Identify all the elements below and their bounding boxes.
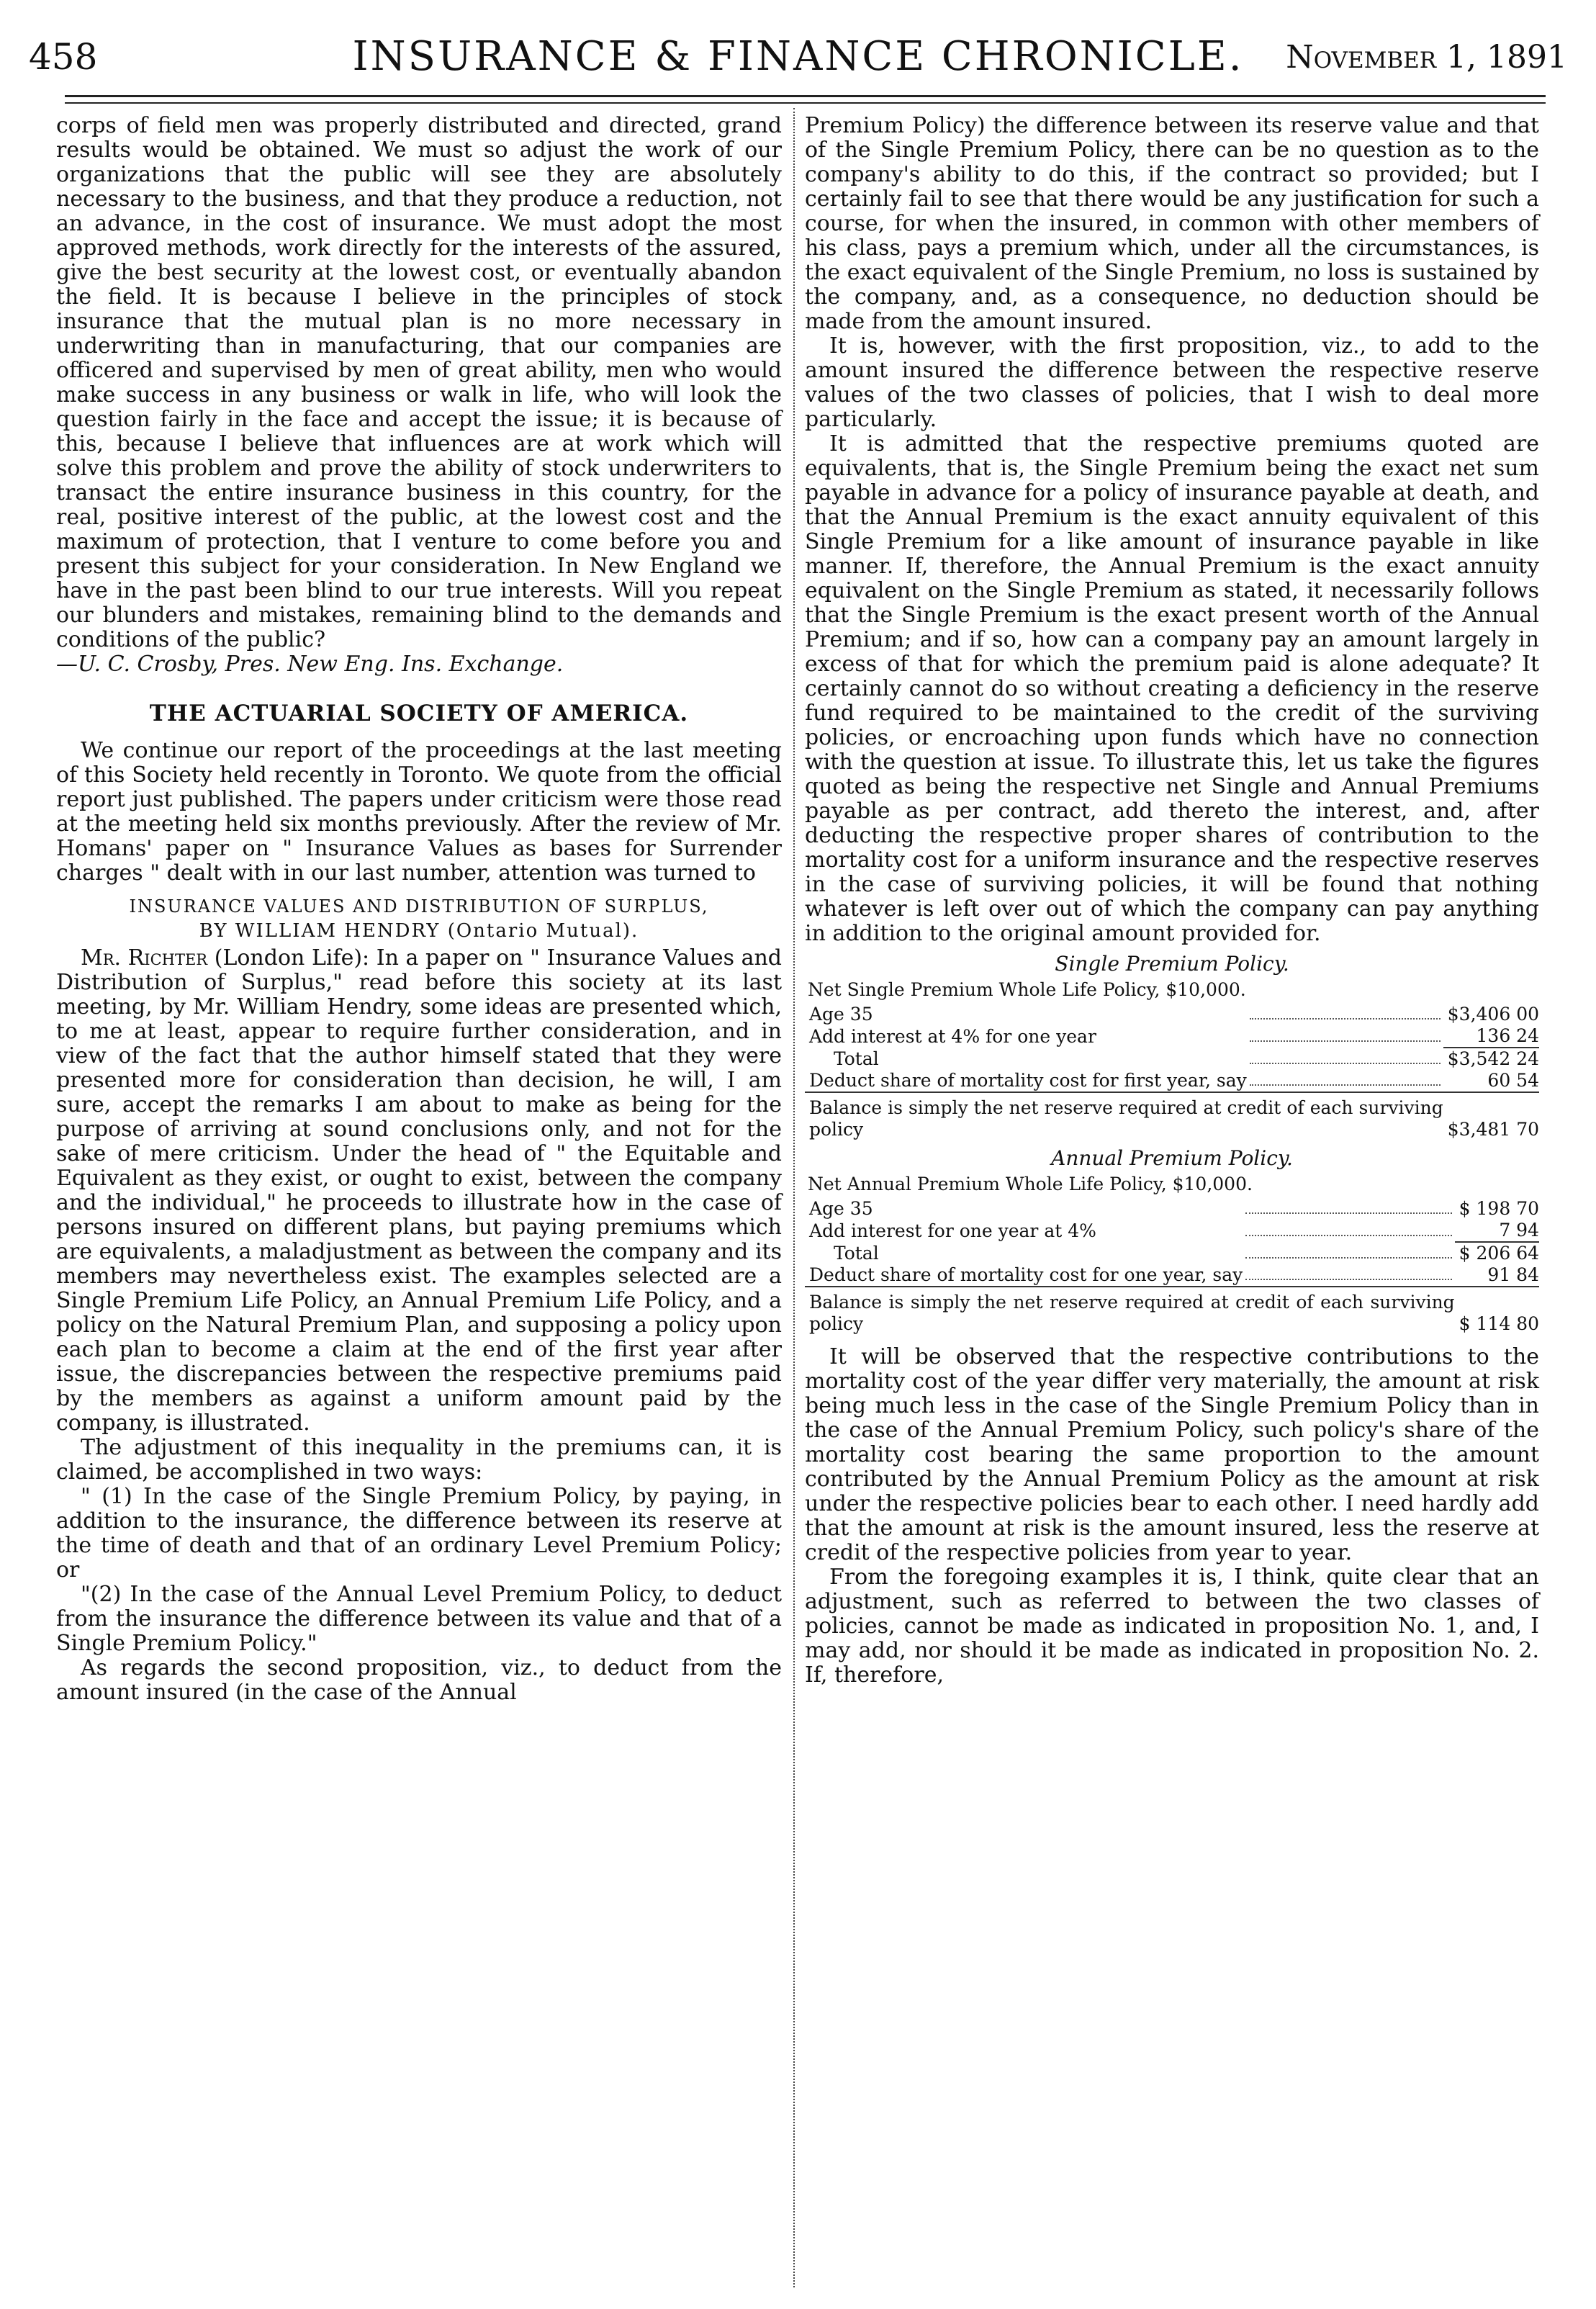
section-title: THE ACTUARIAL SOCIETY OF AMERICA. xyxy=(149,701,689,726)
article-signature: —U. C. Crosby, Pres. New Eng. Ins. Exchange. xyxy=(56,652,564,677)
left-column xyxy=(56,114,782,1705)
table-row: Balance is simply the net reserve required at credit of each surviving policy $ 114 80 xyxy=(805,1287,1539,1335)
masthead-title: INSURANCE & FINANCE CHRONICLE. xyxy=(352,33,1244,80)
paragraph: From the foregoing examples it is, I think, quite clear that an adjustment, such as referred to between the two classes of policies, cannot be made as indicated in proposition No. 1, and, I may add, nor should it be made as indicated in proposition No. 2. If, therefore, xyxy=(805,1565,1539,1688)
paragraph: As regards the second proposition, viz., to deduct from the amount insured (in the case of the Annual xyxy=(56,1655,782,1705)
issue-date: November 1, 1891 xyxy=(1286,39,1567,76)
header-rule-thin xyxy=(65,102,1546,104)
table-row: Deduct share of mortality cost for one year, say 91 84 xyxy=(809,1264,1539,1285)
table-row: Deduct share of mortality cost for first year, say 60 54 xyxy=(809,1070,1539,1091)
paragraph: It is, however, with the first proposition, viz., to add to the amount insured the difference between the respective reserve values of the two classes of policies, that I wish to deal more particularly. xyxy=(805,333,1539,432)
column-divider xyxy=(793,108,795,2287)
speaker-text: (London Life): In a paper on " Insurance Values and Distribution of Surplus," read before this society at its last meeting, by Mr. William Hendry, some ideas are presented which, to me at least, appear to require further consideration, and in view of the fact that the author himself stated that they were presented more for consideration than decision, he will, I am sure, accept the remarks I am about to make as being for the purpose of arriving at sound conclusions only, and not for the sake of mere criticism. Under the head of " the Equitable and Equivalent as they exist, or ought to exist, between the company and the individual," he proceeds to illustrate how in the case of persons insured on different plans, but paying premiums which are equivalents, a maladjustment as between the company and its members may nevertheless exist. The examples selected are a Single Premium Life Policy, an Annual Premium Life Policy, and a policy on the Natural Premium Plan, and supposing a policy upon each plan to become a claim at the end of the first year after issue, the discrepancies between the respective premiums paid by the members as against a uniform amount paid by the company, is illustrated. xyxy=(56,945,783,1436)
table-title: Annual Premium Policy. xyxy=(1051,1146,1293,1170)
speaker-name: Mr. Richter xyxy=(81,945,208,971)
paragraph: The adjustment of this inequality in the premiums can, it is claimed, be accomplished in two ways: xyxy=(56,1435,782,1485)
paragraph: Premium Policy) the difference between its reserve value and that of the Single Premium Policy, there can be no question as to the company's ability to do this, if the contract so provided; but I certainly fail to see that there would be any justification for such a course, for when the insured, in common with other members of his class, pays a premium which, under all the circumstances, is the exact equivalent of the Single Premium, no loss is sustained by the company, and, as a consequence, no deduction should be made from the amount insured. xyxy=(805,113,1539,334)
paragraph xyxy=(56,946,782,1436)
right-column xyxy=(805,114,1539,1688)
paragraph: "(2) In the case of the Annual Level Premium Policy, to deduct from the insurance the difference between its value and that of a Single Premium Policy." xyxy=(56,1582,782,1656)
annual-premium-table xyxy=(805,1198,1539,1335)
subsection-heading: INSURANCE VALUES AND DISTRIBUTION OF SURPLUS, xyxy=(129,896,709,917)
table-row: Age 35 $ 198 70 xyxy=(809,1198,1539,1219)
page-header xyxy=(29,29,1567,86)
header-rule xyxy=(65,95,1546,97)
table-row: Age 35 $3,406 00 xyxy=(809,1004,1539,1025)
subsection-byline: BY WILLIAM HENDRY (Ontario Mutual). xyxy=(199,920,639,942)
table-row: Balance is simply the net reserve required at credit of each surviving policy $3,481 70 xyxy=(805,1092,1539,1140)
table-row: Total $3,542 24 xyxy=(834,1048,1539,1069)
single-premium-table xyxy=(805,1004,1539,1140)
table-row: Add interest at 4% for one year 136 24 xyxy=(809,1025,1539,1047)
page-number: 458 xyxy=(29,36,98,78)
paragraph: " (1) In the case of the Single Premium Policy, by paying, in addition to the insurance, the difference between its reserve at the time of death and that of an ordinary Level Premium Policy; or xyxy=(56,1484,782,1583)
table-title: Single Premium Policy. xyxy=(1055,952,1289,976)
table-row: Add interest for one year at 4% 7 94 xyxy=(809,1220,1539,1241)
paragraph: It is admitted that the respective premiums quoted are equivalents, that is, the Single Premium being the exact net sum payable in advance for a policy of insurance payable at death, and that the Annual Premium is the exact annuity equivalent of this Single Premium for a like amount of insurance payable in like manner. If, therefore, the Annual Premium is the exact annuity equivalent on the Single Premium as stated, it necessarily follows that the Single Premium is the exact present worth of the Annual Premium; and if so, how can a company pay an amount largely in excess of that for which the premium paid is alone adequate? It certainly cannot do so without creating a deficiency in the reserve fund required to be maintained to the credit of the surviving policies, or encroaching upon funds which have no connection with the question at issue. To illustrate this, let us take the figures quoted as being the respective net Single and Annual Premiums payable as per contract, add thereto the interest, and, after deducting the respective proper shares of contribution to the mortality cost for a uniform insurance and the respective reserves in the case of surviving policies, it will be found that nothing whatever is left over out of which the company can pay anything in addition to the original amount provided for. xyxy=(805,431,1539,946)
paragraph: It will be observed that the respective contributions to the mortality cost of the year differ very materially, the amount at risk being much less in the case of the Single Premium Policy than in the case of the Annual Premium Policy, such policy's share of the mortality cost bearing the same proportion to the amount contributed by the Annual Premium Policy as the amount at risk under the respective policies bear to each other. I need hardly add that the amount at risk is the amount insured, less the reserve at credit of the respective policies from year to year. xyxy=(805,1344,1539,1565)
paragraph: We continue our report of the proceedings at the last meeting of this Society held recently in Toronto. We quote from the official report just published. The papers under criticism were those read at the meeting held six months previously. After the review of Mr. Homans' paper on " Insurance Values as bases for Surrender charges " dealt with in our last number, attention was turned to xyxy=(56,738,782,886)
table-heading: Net Single Premium Whole Life Policy, $10,000. xyxy=(808,979,1246,1000)
table-row: Total $ 206 64 xyxy=(834,1243,1539,1264)
paragraph: corps of field men was properly distributed and directed, grand results would be obtained. We must so adjust the work of our organizations that the public will see they are absolutely necessary to the business, and that they produce a reduction, not an advance, in the cost of insurance. We must adopt the most approved methods, work directly for the interests of the assured, give the best security at the lowest cost, or eventually abandon the field. It is because I believe in the principles of stock insurance that the mutual plan is no more necessary in underwriting than in manufacturing, that our companies are officered and supervised by men of great ability, men who would make success in any business or walk in life, who will look the question fairly in the face and accept the issue; it is because of this, because I believe that influences are at work which will solve this problem and prove the ability of stock underwriters to transact the entire insurance business in this country, for the real, positive interest of the public, at the lowest cost and the maximum of protection, that I venture to come before you and present this subject for your consideration. In New England we have in the past been blind to our true interests. Will you repeat our blunders and mistakes, remaining blind to the demands and conditions of the public? xyxy=(56,113,782,652)
table-heading: Net Annual Premium Whole Life Policy, $10,000. xyxy=(808,1174,1253,1194)
